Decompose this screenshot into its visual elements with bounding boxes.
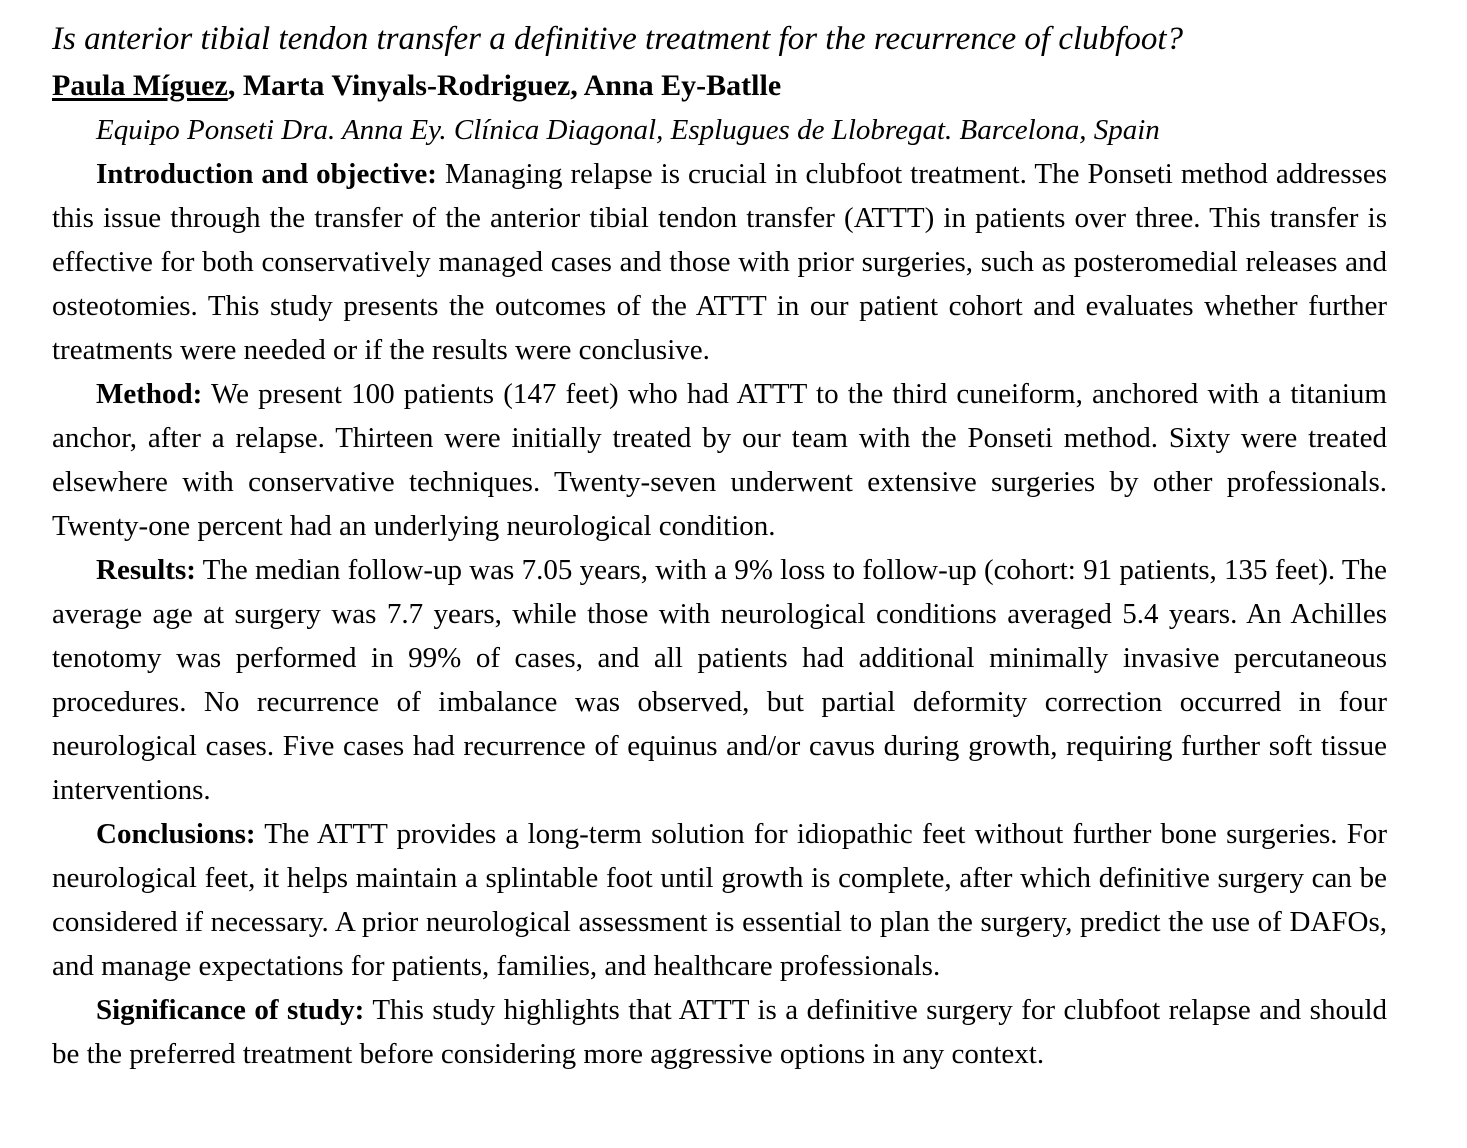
- section-body: This study highlights that ATTT is a definitive surgery for clubfoot relapse and should be the preferred treatment before considering more aggressive options in any context.: [52, 994, 1388, 1070]
- abstract-page: [52, 14, 1387, 1076]
- co-authors: , Marta Vinyals-Rodriguez, Anna Ey-Batlle: [227, 69, 782, 102]
- section-introduction: [52, 152, 1387, 372]
- section-body: Managing relapse is crucial in clubfoot treatment. The Ponseti method addresses this issue through the transfer of the anterior tibial tendon transfer (ATTT) in patients over three. This transfer is effective for both conservatively managed cases and those with prior surgeries, such as posteromedial releases and osteotomies. This study presents the outcomes of the ATTT in our patient cohort and evaluates whether further treatments were needed or if the results were conclusive.: [52, 158, 1387, 366]
- affiliation: Equipo Ponseti Dra. Anna Ey. Clínica Diagonal, Esplugues de Llobregat. Barcelona, Spain: [96, 114, 1160, 146]
- section-results: [52, 548, 1387, 812]
- section-heading: Method:: [96, 378, 203, 410]
- section-heading: Conclusions:: [96, 818, 256, 850]
- section-significance: [52, 988, 1387, 1076]
- author-list: [52, 64, 1387, 108]
- section-body: We present 100 patients (147 feet) who had ATTT to the third cuneiform, anchored with a titanium anchor, after a relapse. Thirteen were initially treated by our team with the Ponseti method. Sixty were treated elsewhere with conservative techniques. Twenty-seven underwent extensive surgeries by other professionals. Twenty-one percent had an underlying neurological condition.: [52, 378, 1387, 542]
- section-heading: Results:: [96, 554, 196, 586]
- section-heading: Significance of study:: [96, 994, 365, 1026]
- abstract-title: Is anterior tibial tendon transfer a definitive treatment for the recurrence of clubfoot?: [52, 21, 1183, 57]
- section-body: The ATTT provides a long-term solution for idiopathic feet without further bone surgeries. For neurological feet, it helps maintain a splintable foot until growth is complete, after which definitive surgery can be considered if necessary. A prior neurological assessment is essential to plan the surgery, predict the use of DAFOs, and manage expectations for patients, families, and healthcare professionals.: [52, 818, 1388, 982]
- section-heading: Introduction and objective:: [96, 158, 437, 190]
- section-body: The median follow-up was 7.05 years, with a 9% loss to follow-up (cohort: 91 patients, 135 feet). The average age at surgery was 7.7 years, while those with neurological conditions averaged 5.4 years. An Achilles tenotomy was performed in 99% of cases, and all patients had additional minimally invasive percutaneous procedures. No recurrence of imbalance was observed, but partial deformity correction occurred in four neurological cases. Five cases had recurrence of equinus and/or cavus during growth, requiring further soft tissue interventions.: [52, 554, 1388, 806]
- presenting-author: Paula Míguez: [52, 69, 228, 102]
- section-method: [52, 372, 1387, 548]
- section-conclusions: [52, 812, 1387, 988]
